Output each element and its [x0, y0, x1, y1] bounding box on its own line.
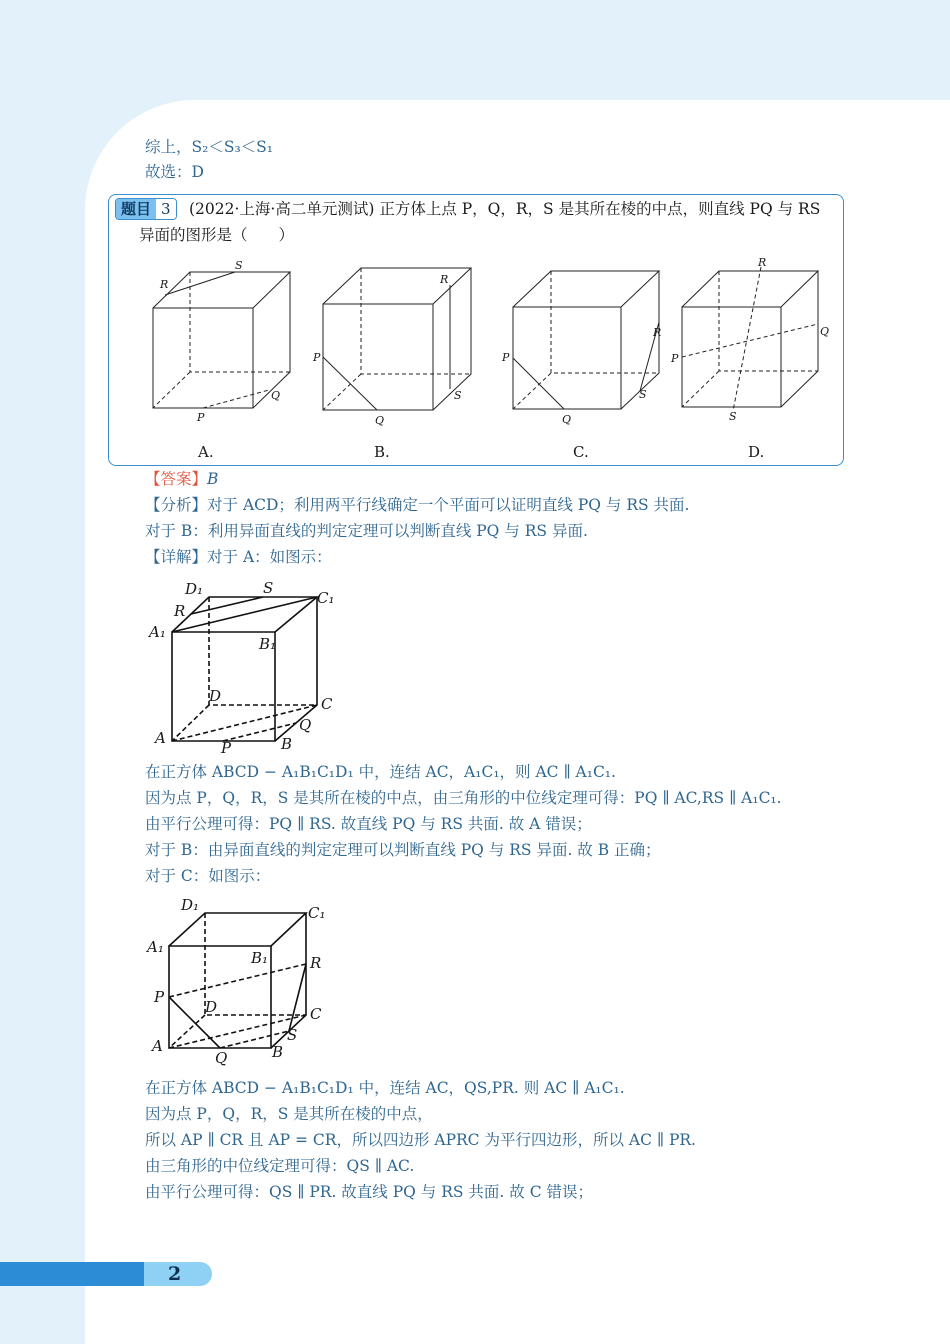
cube-d-label-r: R [758, 256, 767, 269]
cube-b-label-s: S [454, 389, 462, 402]
cube-d-label-p: P [671, 352, 679, 365]
answer-line [145, 469, 218, 489]
fig-c-label-r: R [310, 954, 322, 972]
fig-c-label-a1: A₁ [147, 938, 164, 956]
figure-cube-a [145, 575, 345, 755]
intro-line-2: 故选：D [145, 163, 204, 181]
cube-a [153, 272, 290, 408]
fig-a-label-a: A [155, 729, 166, 747]
cube-c-label-s: S [639, 388, 647, 401]
fig-c-label-s: S [287, 1026, 298, 1044]
part-a-line-4: 对于 B：由异面直线的判定定理可以判断直线 PQ 与 RS 异面. 故 B 正确； [145, 841, 661, 859]
part-c-line-4: 由三角形的中位线定理可得：QS ∥ AC. [145, 1157, 415, 1175]
fig-a-label-a1: A₁ [149, 623, 166, 641]
answer-value: B [207, 470, 219, 488]
part-c-line-5: 由平行公理可得：QS ∥ PR. 故直线 PQ 与 RS 共面. 故 C 错误； [145, 1183, 593, 1201]
problem-tag-number: 3 [156, 199, 176, 219]
analysis-label: 【分析】 [145, 496, 208, 514]
cube-d-label-q: Q [820, 325, 830, 338]
fig-a-label-c: C [321, 695, 333, 713]
detail-text-1: 对于 A：如图示： [207, 548, 332, 566]
problem-text-line-2: 异面的图形是（ ） [139, 226, 295, 244]
part-a-line-3: 由平行公理可得：PQ ∥ RS. 故直线 PQ 与 RS 共面. 故 A 错误； [145, 815, 592, 833]
fig-c-label-q: Q [215, 1049, 228, 1067]
cube-c-label-r: R [653, 326, 662, 339]
fig-a-label-b1: B₁ [259, 635, 277, 653]
part-a-line-2: 因为点 P，Q，R，S 是其所在棱的中点，由三角形的中位线定理可得：PQ ∥ AC,RS ∥ A₁C₁. [145, 789, 782, 807]
fig-a-label-d: D [209, 687, 222, 705]
fig-c-label-c: C [310, 1005, 322, 1023]
option-c-label: C. [573, 443, 589, 461]
cube-c-label-p: P [502, 351, 510, 364]
part-c-line-2: 因为点 P，Q，R，S 是其所在棱的中点， [145, 1105, 433, 1123]
fig-a-label-r: R [174, 602, 186, 620]
cube-a-label-r: R [160, 278, 169, 291]
problem-tag-label: 题目 [116, 199, 156, 219]
problem-box [108, 194, 844, 466]
fig-c-label-c1: C₁ [308, 904, 326, 922]
cube-b-label-r: R [440, 273, 449, 286]
part-c-line-1: 在正方体 ABCD − A₁B₁C₁D₁ 中，连结 AC，QS,PR. 则 AC ∥ A₁C₁. [145, 1079, 625, 1097]
option-d-label: D. [748, 443, 765, 461]
fig-c-label-b: B [272, 1043, 284, 1061]
fig-a-label-d1: D₁ [185, 580, 204, 598]
fig-a-label-p: P [221, 739, 232, 755]
analysis-line-1 [145, 495, 690, 515]
fig-c-label-a: A [152, 1037, 163, 1055]
fig-c-label-p: P [154, 988, 165, 1006]
page-number: 2 [168, 1263, 182, 1285]
figure-cube-c [145, 893, 345, 1068]
option-b-label: B. [374, 443, 390, 461]
option-cubes-figure [109, 255, 843, 445]
fig-c-label-d1: D₁ [181, 896, 200, 914]
analysis-text-1: 对于 ACD；利用两平行线确定一个平面可以证明直线 PQ 与 RS 共面. [207, 496, 690, 514]
cube-c-label-q: Q [562, 413, 572, 426]
answer-label: 【答案】 [145, 470, 208, 488]
fig-a-label-q: Q [299, 716, 312, 734]
problem-text-line-1: (2022·上海·高二单元测试) 正方体上点 P，Q，R，S 是其所在棱的中点，则直线 PQ 与 RS [189, 200, 821, 218]
cube-a-label-p: P [197, 411, 205, 424]
detail-line-1 [145, 547, 332, 567]
cube-a-label-s: S [235, 259, 243, 272]
detail-label: 【详解】 [145, 548, 208, 566]
fig-a-label-b: B [281, 735, 293, 753]
cube-a-label-q: Q [271, 389, 281, 402]
cube-b [323, 268, 471, 410]
cube-b-label-q: Q [375, 414, 385, 427]
fig-a-label-s: S [263, 579, 274, 597]
fig-c-label-d: D [205, 998, 218, 1016]
fig-c-label-b1: B₁ [251, 949, 269, 967]
intro-line-1: 综上，S₂＜S₃＜S₁ [145, 138, 273, 156]
part-a-line-5: 对于 C：如图示： [145, 867, 271, 885]
cube-b-label-p: P [313, 351, 321, 364]
cube-c [513, 271, 662, 409]
cube-d [682, 267, 818, 411]
part-a-line-1: 在正方体 ABCD − A₁B₁C₁D₁ 中，连结 AC，A₁C₁，则 AC ∥ A₁C₁. [145, 763, 616, 781]
part-c-line-3: 所以 AP ∥ CR 且 AP = CR，所以四边形 APRC 为平行四边形，所以 AC ∥ PR. [145, 1131, 696, 1149]
option-a-label: A. [198, 443, 214, 461]
cube-d-label-s: S [729, 410, 737, 423]
fig-a-label-c1: C₁ [317, 589, 335, 607]
problem-tag [115, 198, 177, 220]
analysis-line-2: 对于 B：利用异面直线的判定定理可以判断直线 PQ 与 RS 异面. [145, 522, 588, 540]
